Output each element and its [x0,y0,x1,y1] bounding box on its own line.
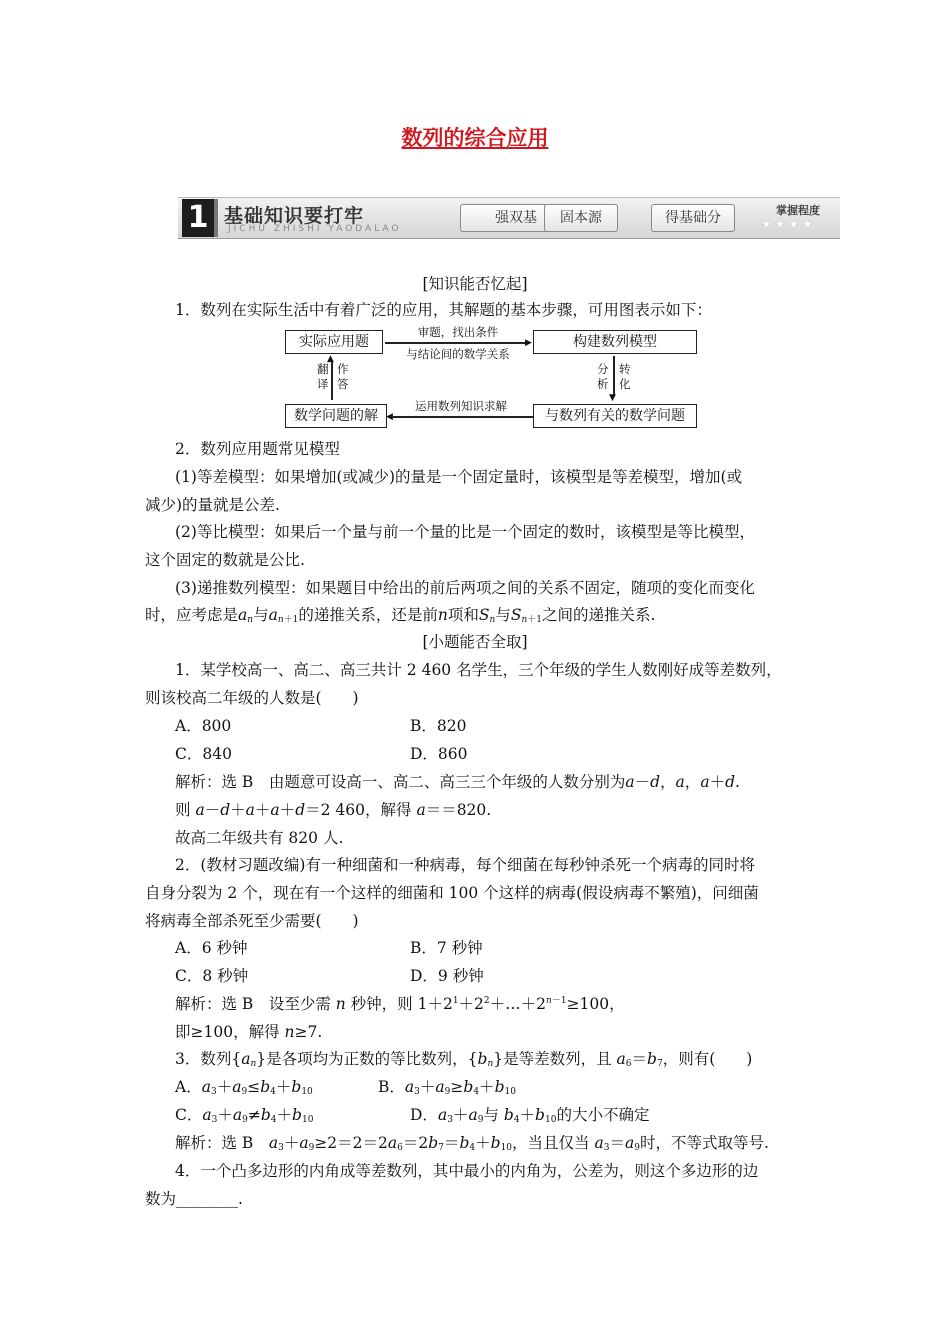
para-5b: 时，应考虑是$a_n$与$a_{n+1}$的递推关系，还是前n项和$S_n$与$S_{n+1}$之间的递推关系. [145,606,656,625]
arrow-label-top-1: 审题，找出条件 [417,325,499,339]
arrow-head-down-icon: ▼ [609,393,616,403]
q2-solution-2: 即≥100，解得 n≥7. [175,1023,323,1041]
text-span: ＝＝820. [425,801,492,819]
flow-diagram [285,326,700,430]
text-span: ≥7. [294,1023,323,1041]
text-span: D． [410,1106,438,1124]
flow-box-problem: 与数列有关的数学问题 [533,404,697,428]
q1-solution-1: 解析：选 B 由题意可设高一、高二、高三三个年级的人数分别为a－d，a，a＋d. [175,773,740,791]
q1-stem-a: 1．某学校高一、高二、高三共计 2 460 名学生，三个年级的学生人数刚好成等差数列， [175,661,782,679]
text-span: ＝2 460，解得 [305,801,417,819]
para-3a: (1)等差模型：如果增加(或减少)的量是一个固定量时，该模型是等差模型，增加(或 [175,468,743,486]
q1-option-a: A．800 [175,717,232,735]
text-span: 之间的递推关系. [541,606,656,624]
section-banner [178,197,840,239]
text-span: C． [175,1106,203,1124]
tab-gubenyuan[interactable]: 固本源 [544,204,618,232]
q2-stem-c: 将病毒全部杀死至少需要( ) [145,912,359,930]
text-span: ≥2＝2＝2 [314,1134,388,1152]
text-span: 与 [483,1106,504,1124]
para-1: 1．数列在实际生活中有着广泛的应用，其解题的基本步骤，可用图表示如下： [175,301,712,319]
q1-option-b: B．820 [410,717,467,735]
text-span: 的大小不确定 [556,1106,650,1124]
label-transform: 转化 [619,362,631,391]
section-heading-quick: [小题能否全取] [422,633,528,651]
para-5a: (3)递推数列模型：如果题目中给出的前后两项之间的关系不固定，随项的变化而变化 [175,579,755,597]
arrow-up [331,360,333,400]
q1-solution-3: 故高二年级共有 820 人. [175,829,344,847]
q3-option-a: A．$a_3+a_9\le b_4+b_{10}$ [175,1078,313,1097]
stars-icon: ★★★★ [760,217,816,231]
q2-stem-a: 2．(教材习题改编)有一种细菌和一种病毒，每个细菌在每秒钟杀死一个病毒的同时将 [175,856,755,874]
q3-solution: 解析：选 B $a_3+a_9\ge 2=2=2a_6=2b_7=b_4+b_{10}$，当且仅当 $a_3=a_9$时，不等式取等号. [175,1134,769,1153]
text-span: }是各项均为正数的等比数列，{ [256,1050,478,1068]
text-span: ，则有( ) [662,1050,753,1068]
para-4a: (2)等比模型：如果后一个量与前一个量的比是一个固定的数时，该模型是等比模型， [175,523,755,541]
arrow-left [393,416,533,418]
q2-option-a: A．6 秒钟 [175,939,248,957]
label-analyze: 分析 [597,362,609,391]
q2-option-b: B．7 秒钟 [410,939,483,957]
arrow-right [385,342,527,344]
text-span: 秒钟，则 1＋2 [345,995,453,1013]
banner-number: 1 [182,199,218,237]
flow-box-solution: 数学问题的解 [285,404,387,428]
label-answer: 作答 [337,362,349,391]
q2-option-d: D．9 秒钟 [410,967,484,985]
arrow-head-right-icon: ▶ [525,338,532,348]
text-span: 解析：选 B 设至少需 [175,995,336,1013]
q4-stem-b: 数为________. [145,1190,243,1208]
q3-option-b: B．$a_3+a_9\ge b_4+b_{10}$ [378,1078,516,1097]
q1-solution-2: 则 a－d＋a＋a＋d＝2 460，解得 a＝＝820. [175,801,492,819]
text-span: ＋…＋2 [489,995,547,1013]
section-heading-memory: [知识能否忆起] [422,275,528,293]
text-span: B． [378,1078,405,1096]
q2-stem-b: 自身分裂为 2 个，现在有一个这样的细菌和 100 个这样的病毒(假设病毒不繁殖)，问细菌 [145,884,759,902]
banner-subtitle: JICHU ZHISHI YAODALAO [228,224,402,234]
q3-stem: 3．数列$\{a_n\}$是各项均为正数的等比数列，$\{b_n\}$是等差数列，且 $a_6=b_7$，则有( ) [175,1050,753,1069]
text-span: ＋2 [458,995,484,1013]
para-3b: 减少)的量就是公差. [145,496,280,514]
text-span: 即≥100，解得 [175,1023,285,1041]
q1-option-c: C．840 [175,745,232,763]
text-span: 3．数列{ [175,1050,242,1068]
q1-stem-b: 则该校高二年级的人数是( ) [145,689,359,707]
arrow-head-left-icon: ◀ [386,412,393,422]
arrow-head-up-icon: ▲ [327,354,334,364]
text-span: }是等差数列，且 [493,1050,617,1068]
arrow-down [613,356,615,396]
label-translate: 翻译 [317,362,329,391]
text-span: 与 [495,606,511,624]
arrow-label-top-2: 与结论间的数学关系 [406,347,510,361]
mastery-degree-label: 掌握程度 [776,204,820,217]
q3-option-c: C．$a_3+a_9\ne b_4+b_{10}$ [175,1106,314,1125]
para-2: 2．数列应用题常见模型 [175,440,340,458]
para-4b: 这个固定的数就是公比. [145,551,305,569]
text-span: 项和 [447,606,479,624]
text-span: 与 [253,606,269,624]
text-span: 时，不等式取等号. [639,1134,769,1152]
text-span: 的递推关系，还是前 [298,606,438,624]
q1-option-d: D．860 [410,745,468,763]
q2-option-c: C．8 秒钟 [175,967,249,985]
q2-solution-1: 解析：选 B 设至少需 n 秒钟，则 $1+2^1+2^2+\dots+2^{n-1}\ge 100$， [175,995,625,1013]
text-span: A． [175,1078,202,1096]
text-span: 解析：选 B 由题意可设高一、高二、高三三个年级的人数分别为 [175,773,626,791]
text-span: ≥100， [566,995,625,1013]
flow-box-model: 构建数列模型 [533,330,697,354]
text-span: 时，应考虑是 [145,606,239,624]
flow-box-practical: 实际应用题 [285,330,383,354]
banner-title: 基础知识要打牢 [224,205,365,227]
arrow-label-bottom: 运用数列知识求解 [415,399,507,413]
tab-qiangshuangji[interactable]: 强双基 [460,204,572,232]
tab-dejichufen[interactable]: 得基础分 [651,204,735,232]
text-span: 解析：选 B [175,1134,269,1152]
text-span: ，当且仅当 [512,1134,595,1152]
text-span: 则 [175,801,196,819]
q4-stem-a: 4．一个凸多边形的内角成等差数列，其中最小的内角为，公差为，则这个多边形的边 [175,1162,759,1180]
q3-option-d: D．$a_3+a_9$与 $b_4+b_{10}$的大小不确定 [410,1106,650,1125]
page-title: 数列的综合应用 [401,126,549,150]
